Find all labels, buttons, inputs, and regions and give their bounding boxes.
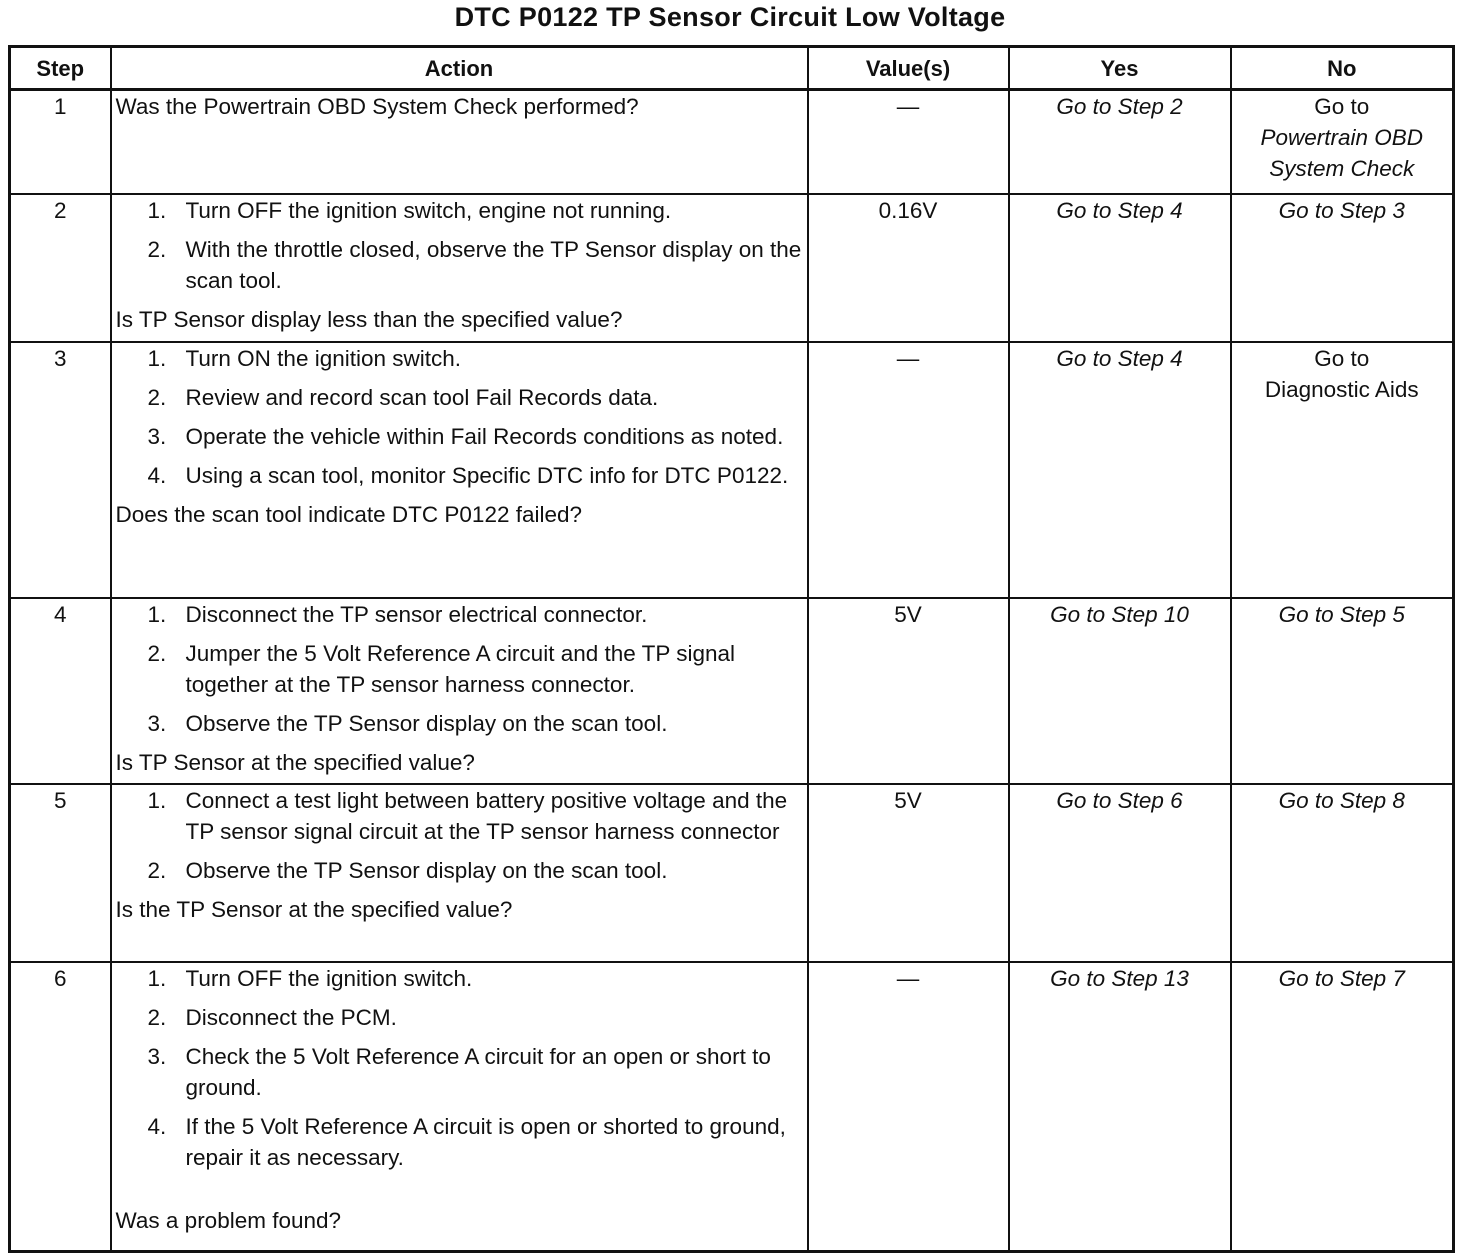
table-row: [10, 342, 1454, 598]
yes-link[interactable]: Go to Step 4: [1009, 194, 1231, 342]
action-cell: [111, 194, 808, 342]
action-question: Is TP Sensor at the specified value?: [115, 749, 475, 775]
value-cell: —: [808, 342, 1009, 598]
no-link[interactable]: [1231, 342, 1454, 598]
value-cell: 5V: [808, 784, 1009, 962]
action-step: 2. Disconnect the PCM.: [147, 1004, 397, 1030]
action-step: 1. Disconnect the TP sensor electrical connector.: [147, 601, 648, 627]
action-step: 2. Jumper the 5 Volt Reference A circuit and the TP signal together at the TP sensor harness connector.: [147, 640, 735, 697]
action-step: 4. Using a scan tool, monitor Specific DTC info for DTC P0122.: [147, 462, 789, 488]
action-step: 3. Observe the TP Sensor display on the scan tool.: [147, 710, 668, 736]
no-link-line: System Check: [1269, 156, 1415, 181]
action-cell: [111, 784, 808, 962]
action-cell: [111, 342, 808, 598]
action-question: Does the scan tool indicate DTC P0122 failed?: [115, 501, 583, 527]
value-cell: —: [808, 962, 1009, 1252]
column-header-no: No: [1231, 47, 1454, 90]
step-number: 6: [10, 962, 111, 1252]
no-link[interactable]: Go to Step 5: [1231, 598, 1454, 784]
yes-link[interactable]: Go to Step 10: [1009, 598, 1231, 784]
action-step: 1. Turn ON the ignition switch.: [147, 345, 462, 371]
action-step: 3. Check the 5 Volt Reference A circuit for an open or short to ground.: [147, 1043, 771, 1100]
page-title: DTC P0122 TP Sensor Circuit Low Voltage: [454, 2, 1006, 32]
action-steps: [116, 599, 803, 739]
action-cell: [111, 962, 808, 1252]
action-question: Is TP Sensor display less than the specified value?: [115, 306, 623, 332]
step-number: 4: [10, 598, 111, 784]
action-steps: [116, 343, 803, 491]
action-step: 2. Review and record scan tool Fail Records data.: [147, 384, 659, 410]
yes-link[interactable]: Go to Step 4: [1009, 342, 1231, 598]
value-cell: 5V: [808, 598, 1009, 784]
yes-link[interactable]: Go to Step 6: [1009, 784, 1231, 962]
step-number: 3: [10, 342, 111, 598]
table-row: [10, 90, 1454, 194]
action-step: 1. Turn OFF the ignition switch, engine not running.: [147, 197, 672, 223]
action-step: 2. With the throttle closed, observe the TP Sensor display on the scan tool.: [147, 236, 802, 293]
no-link-line: Go to: [1314, 94, 1370, 119]
diagnostic-table: [8, 45, 1455, 1253]
no-link-line: Go to: [1314, 345, 1370, 371]
table-row: [10, 598, 1454, 784]
action-step: 1. Turn OFF the ignition switch.: [147, 965, 473, 991]
step-number: 5: [10, 784, 111, 962]
table-row: [10, 962, 1454, 1252]
yes-link[interactable]: Go to Step 13: [1009, 962, 1231, 1252]
action-question: Was the Powertrain OBD System Check performed?: [115, 94, 639, 119]
action-cell: [111, 598, 808, 784]
action-steps: [116, 963, 803, 1173]
action-step: 2. Observe the TP Sensor display on the scan tool.: [147, 857, 668, 883]
step-number: 2: [10, 194, 111, 342]
no-link-line: Diagnostic Aids: [1264, 376, 1419, 402]
action-question: Is the TP Sensor at the specified value?: [115, 896, 513, 922]
no-link-line: Powertrain OBD: [1260, 125, 1424, 150]
no-link[interactable]: Go to Step 3: [1231, 194, 1454, 342]
table-row: [10, 784, 1454, 962]
value-cell: —: [808, 90, 1009, 194]
action-question: Was a problem found?: [115, 1207, 342, 1233]
header-row: [10, 47, 1454, 90]
no-link[interactable]: Go to Step 7: [1231, 962, 1454, 1252]
action-step: 1. Connect a test light between battery positive voltage and the TP sensor signal circuit at the TP sensor harness connector: [147, 787, 788, 844]
action-step: 4. If the 5 Volt Reference A circuit is open or shorted to ground, repair it as necessary.: [147, 1113, 786, 1170]
no-link[interactable]: Go to Step 8: [1231, 784, 1454, 962]
no-link[interactable]: [1231, 90, 1454, 194]
column-header-yes: Yes: [1009, 47, 1231, 90]
column-header-value: Value(s): [808, 47, 1009, 90]
action-cell: [111, 90, 808, 194]
value-cell: 0.16V: [808, 194, 1009, 342]
action-steps: [116, 195, 803, 296]
action-step: 3. Operate the vehicle within Fail Records conditions as noted.: [147, 423, 784, 449]
step-number: 1: [10, 90, 111, 194]
table-row: [10, 194, 1454, 342]
column-header-action: Action: [111, 47, 808, 90]
column-header-step: Step: [10, 47, 111, 90]
yes-link[interactable]: Go to Step 2: [1009, 90, 1231, 194]
action-steps: [116, 785, 803, 886]
